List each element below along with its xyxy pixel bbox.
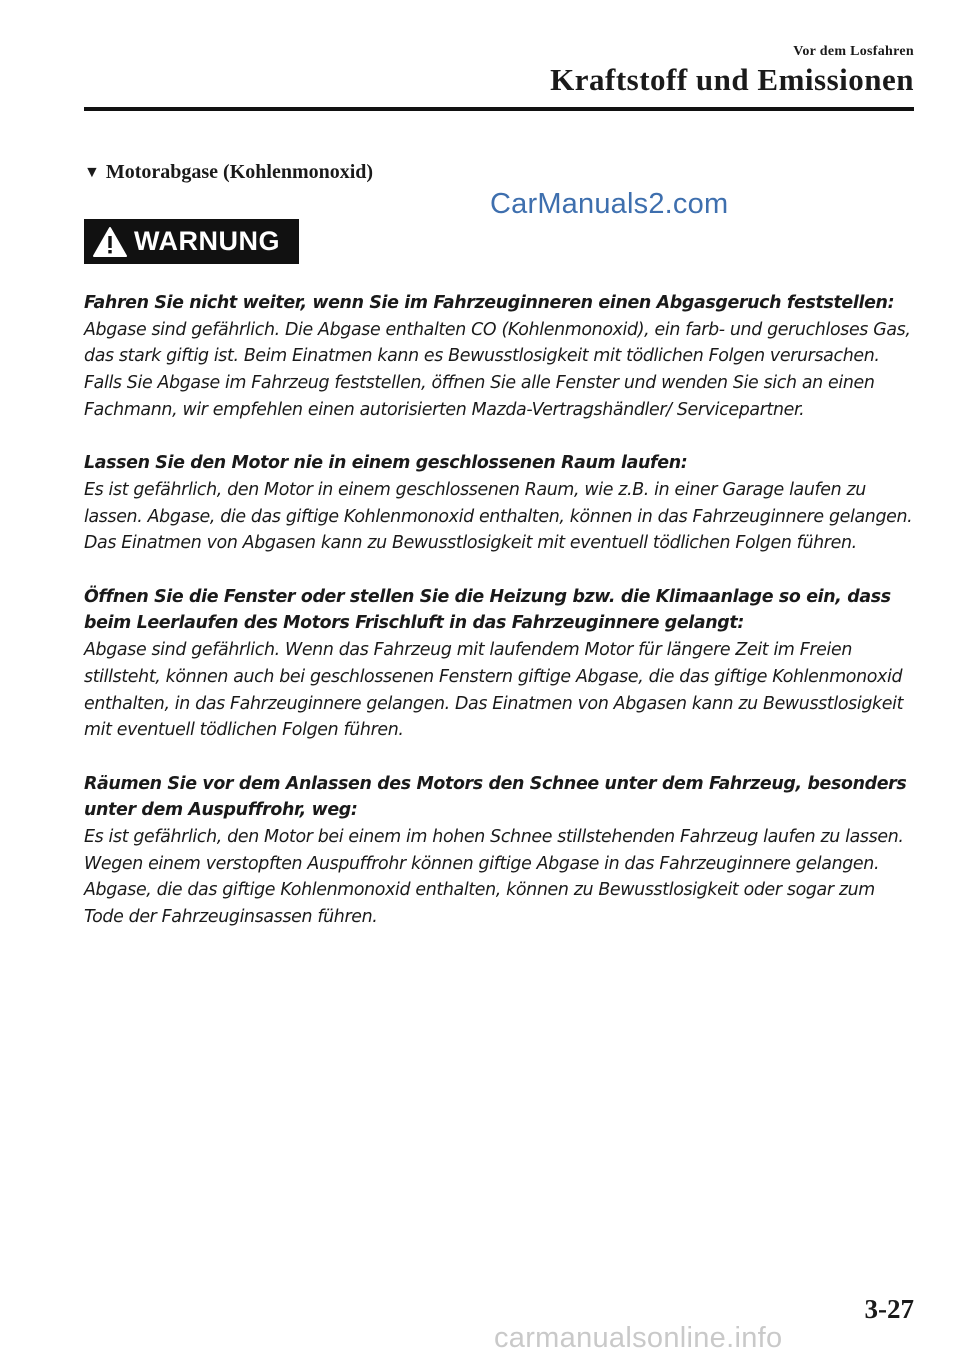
warning-body: Abgase sind gefährlich. Wenn das Fahrzeug mit laufendem Motor für längere Zeit im Freien stillsteht, können auch bei geschlossenen Fenstern giftige Abgase, die das giftige Kohlenmonoxid enthalten, in das Fahrzeuginnere gelangen. Das Einatmen von Abgasen kann zu Bewusstlosigkeit mit eventuell tödlichen Folgen führen. (84, 640, 904, 741)
warning-lead: Räumen Sie vor dem Anlassen des Motors den Schnee unter dem Fahrzeug, besonders unter dem Auspuffrohr, weg: (84, 773, 907, 821)
warning-lead: Öffnen Sie die Fenster oder stellen Sie die Heizung bzw. die Klimaanlage so ein, dass beim Leerlaufen des Motors Frischluft in das Fahrzeuginnere gelangt: (84, 586, 891, 634)
header-chapter-title: Kraftstoff und Emissionen (550, 62, 914, 97)
warning-lead: Lassen Sie den Motor nie in einem geschlossenen Raum laufen: (84, 453, 688, 474)
warning-item (84, 771, 914, 931)
header-section-label: Vor dem Losfahren (793, 44, 914, 59)
header-rule (84, 107, 914, 111)
warning-item (84, 290, 914, 424)
warning-label: WARNUNG (134, 226, 280, 256)
warning-body: Es ist gefährlich, den Motor bei einem im hohen Schnee stillstehenden Fahrzeug laufen zu lassen. Wegen einem verstopften Auspuffrohr können giftige Abgase in das Fahrzeuginnere gelangen. Abgase, die das giftige Kohlenmonoxid enthalten, können zu Bewusstlosigkeit oder sogar zum Tode der Fahrzeuginsassen führen. (84, 827, 904, 928)
warning-item (84, 450, 914, 557)
warning-body: Abgase sind gefährlich. Die Abgase enthalten CO (Kohlenmonoxid), ein farb- und geruchloses Gas, das stark giftig ist. Beim Einatmen kann es Bewusstlosigkeit mit tödlichen Folgen verursachen. Falls Sie Abgase im Fahrzeug feststellen, öffnen Sie alle Fenster und wenden Sie sich an einen Fachmann, wir empfehlen einen autorisierten Mazda-Vertragshändler/ Servicepartner. (84, 319, 911, 420)
page-number: 3-27 (864, 1294, 914, 1324)
heading-text: Motorabgase (Kohlenmonoxid) (105, 161, 374, 183)
warning-list (84, 290, 914, 958)
heading-marker: ▼ (84, 164, 100, 181)
watermark-bottom: carmanualsonline.info (494, 1322, 783, 1354)
warning-body: Es ist gefährlich, den Motor in einem geschlossenen Raum, wie z.B. in einer Garage laufen zu lassen. Abgase, die das giftige Kohlenmonoxid enthalten, können in das Fahrzeuginnere gelangen. Das Einatmen von Abgasen kann zu Bewusstlosigkeit mit eventuell tödlichen Folgen führen. (84, 479, 913, 554)
warning-item (84, 584, 914, 744)
warning-triangle-icon (92, 226, 128, 258)
warning-lead: Fahren Sie nicht weiter, wenn Sie im Fahrzeuginneren einen Abgasgeruch feststellen: (84, 293, 895, 313)
section-heading (84, 161, 373, 184)
warning-banner (84, 219, 299, 264)
watermark-top: CarManuals2.com (490, 188, 729, 220)
